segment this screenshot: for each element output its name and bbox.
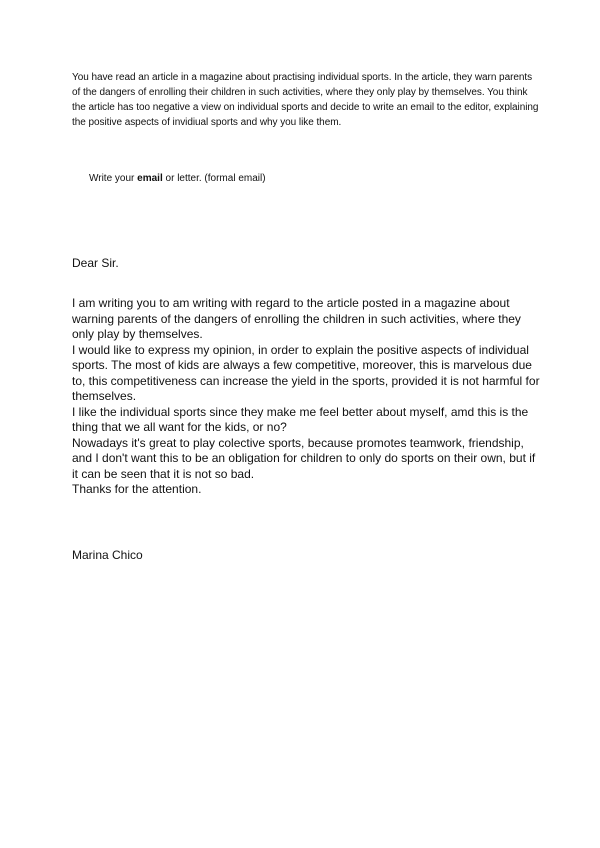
- letter-paragraph: I like the individual sports since they make me feel better about myself, amd this is the thing that we all want for the kids, or no?: [72, 404, 529, 434]
- letter-body: [72, 296, 542, 498]
- letter-paragraph: Thanks for the attention.: [72, 482, 202, 496]
- letter-signature: Marina Chico: [72, 548, 143, 562]
- letter-salutation: Dear Sir.: [72, 256, 119, 270]
- task-instruction: [89, 172, 266, 186]
- letter-paragraph: Nowadays it's great to play colective sports, because promotes teamwork, friendship, and I don't want this to be an obligation for children to only do sports on their own, but if it can be seen that it is not so bad.: [72, 435, 536, 481]
- instruction-bold-word: email: [137, 173, 163, 184]
- letter-paragraph: I am writing you to am writing with regard to the article posted in a magazine about warning parents of the dangers of enrolling the children in such activities, where they only play by themselves.: [72, 296, 521, 341]
- letter-paragraph: I would like to express my opinion, in order to explain the positive aspects of individual sports. The most of kids are always a few competitive, moreover, this is marvelous due to, this competitiveness can increase the yield in the sports, provided it is not harmful for themselves.: [72, 342, 540, 403]
- task-prompt: You have read an article in a magazine about practising individual sports. In the article, they warn parents of the dangers of enrolling their children in such activities, where they only play by themselves. You think the article has too negative a view on individual sports and decide to write an email to the editor, explaining the positive aspects of invidiual sports and why you like them.: [72, 72, 539, 128]
- instruction-text-before: Write your: [89, 173, 138, 184]
- instruction-text-after: or letter. (formal email): [162, 173, 266, 184]
